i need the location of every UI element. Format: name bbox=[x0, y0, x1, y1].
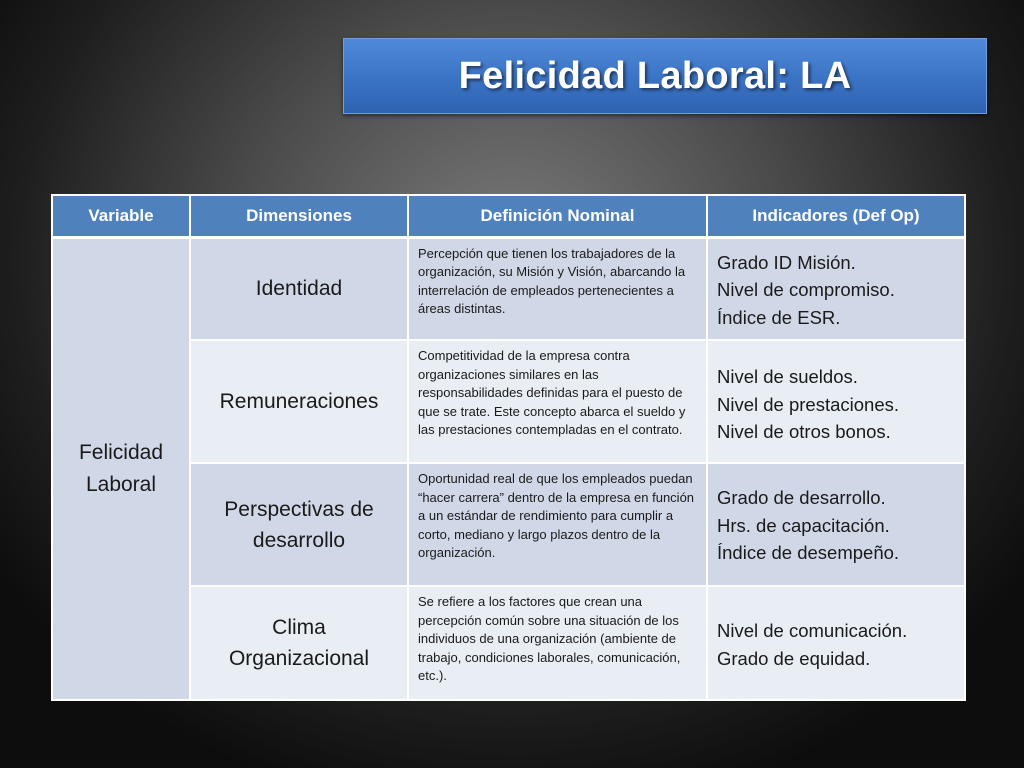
indicator-item: Nivel de prestaciones. bbox=[717, 393, 900, 415]
indicator-item: Grado ID Misión. bbox=[717, 251, 856, 273]
indicators-cell bbox=[707, 463, 965, 586]
header-variable: Variable bbox=[52, 195, 190, 237]
dimension-line-1: Identidad bbox=[255, 277, 343, 301]
indicators-cell bbox=[707, 586, 965, 700]
felicidad-laboral-table bbox=[51, 194, 966, 701]
dimension-line-1: Perspectivas de bbox=[224, 497, 374, 521]
dimension-cell bbox=[190, 586, 408, 700]
table-header-row bbox=[52, 195, 965, 237]
slide-title: Felicidad Laboral: LA bbox=[458, 54, 852, 97]
variable-line-1: Felicidad bbox=[78, 440, 164, 464]
indicator-item: Nivel de compromiso. bbox=[717, 279, 895, 300]
dimension-cell bbox=[190, 237, 408, 340]
slide-title-box bbox=[343, 38, 987, 114]
indicator-item: Nivel de comunicación. bbox=[717, 620, 908, 641]
definition-cell: Se refiere a los factores que crean una percepción común sobre una situación de los individuos de una organización (ambiente de trabajo, condiciones laborales, comunicación, etc.). bbox=[408, 586, 707, 700]
indicator-item: Índice de desempeño. bbox=[717, 542, 900, 563]
variable-line-2: Laboral bbox=[85, 472, 157, 496]
dimension-line-1: Remuneraciones bbox=[219, 390, 379, 413]
dimension-line-2: desarrollo bbox=[252, 528, 346, 552]
header-indicadores: Indicadores (Def Op) bbox=[707, 195, 965, 237]
dimension-cell bbox=[190, 340, 408, 463]
dimension-line-2: Organizacional bbox=[228, 647, 370, 670]
dimension-cell bbox=[190, 463, 408, 586]
definition-cell: Competitividad de la empresa contra organizaciones similares en las responsabilidades definidas para el puesto de que se trate. Este concepto abarca el sueldo y las prestaciones contempladas en el contrato. bbox=[408, 340, 707, 463]
indicators-cell bbox=[707, 237, 965, 340]
table-row bbox=[52, 237, 965, 340]
indicator-item: Grado de desarrollo. bbox=[717, 487, 886, 508]
definition-cell: Percepción que tienen los trabajadores de la organización, su Misión y Visión, abarcando la interrelación de empleados pertenecientes a áreas distintas. bbox=[408, 237, 707, 340]
indicators-cell bbox=[707, 340, 965, 463]
indicator-item: Grado de equidad. bbox=[717, 647, 871, 669]
header-definicion-nominal: Definición Nominal bbox=[408, 195, 707, 237]
indicator-item: Nivel de otros bonos. bbox=[717, 421, 891, 442]
dimension-line-1: Clima bbox=[272, 616, 326, 639]
definition-cell: Oportunidad real de que los empleados puedan “hacer carrera” dentro de la empresa en función a un estándar de rendimiento para cumplir a corto, mediano y largo plazos dentro de la organización. bbox=[408, 463, 707, 586]
indicator-item: Índice de ESR. bbox=[717, 306, 841, 328]
variable-cell bbox=[52, 237, 190, 700]
indicator-item: Nivel de sueldos. bbox=[717, 366, 858, 387]
indicator-item: Hrs. de capacitación. bbox=[717, 514, 890, 536]
header-dimensiones: Dimensiones bbox=[190, 195, 408, 237]
